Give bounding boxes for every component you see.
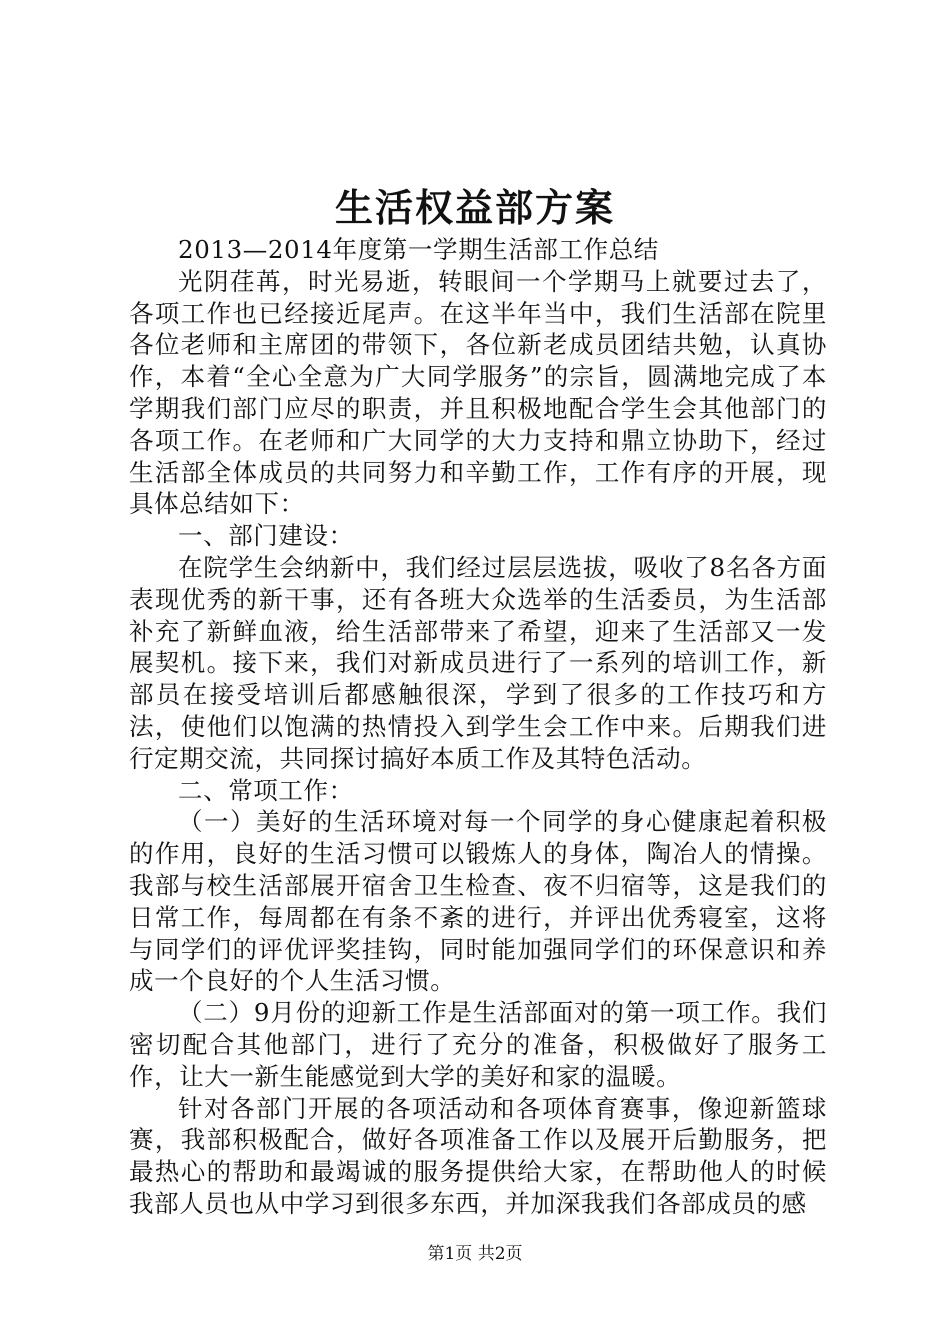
document-body	[129, 234, 827, 1220]
activities-paragraph: 针对各部门开展的各项活动和各项体育赛事，像迎新篮球赛，我部积极配合，做好各项准备工作以及展开后勤服务，把最热心的帮助和最竭诚的服务提供给大家，在帮助他人的时候我部人员也从中学习到很多东西，并加深我我们各部成员的感	[129, 1093, 827, 1218]
page-footer: 第1页 共2页	[427, 1244, 523, 1264]
section-heading-routine: 二、常项工作：	[178, 775, 354, 805]
document-title: 生活权益部方案	[334, 185, 615, 230]
intro-paragraph: 光阴荏苒，时光易逝，转眼间一个学期马上就要过去了，各项工作也已经接近尾声。在这半年当中，我们生活部在院里各位老师和主席团的带领下，各位新老成员团结共勉，认真协作，本着“全心全意为广大同学服务”的宗旨，圆满地完成了本学期我们部门应尽的职责，并且积极地配合学生会其他部门的各项工作。在老师和广大同学的大力支持和鼎立协助下，经过生活部全体成员的共同努力和辛勤工作，工作有序的开展，现具体总结如下：	[129, 266, 827, 519]
routine-paragraph-1: （一）美好的生活环境对每一个同学的身心健康起着积极的作用，良好的生活习惯可以锻炼人的身体，陶冶人的情操。我部与校生活部展开宿舍卫生检查、夜不归宿等，这是我们的日常工作，每周都在有条不紊的进行，并评出优秀寝室，这将与同学们的评优评奖挂钩，同时能加强同学们的环保意识和养成一个良好的个人生活习惯。	[129, 807, 827, 996]
subtitle-paragraph: 2013—2014年度第一学期生活部工作总结	[178, 235, 659, 264]
section-heading-department: 一、部门建设：	[178, 521, 354, 551]
department-paragraph: 在院学生会纳新中，我们经过层层选拔，吸收了8名各方面表现优秀的新干事，还有各班大众选举的生活委员，为生活部补充了新鲜血液，给生活部带来了希望，迎来了生活部又一发展契机。接下来，我们对新成员进行了一系列的培训工作，新部员在接受培训后都感触很深，学到了很多的工作技巧和方法，使他们以饱满的热情投入到学生会工作中来。后期我们进行定期交流，共同探讨搞好本质工作及其特色活动。	[129, 552, 827, 773]
routine-paragraph-2: （二）9月份的迎新工作是生活部面对的第一项工作。我们密切配合其他部门，进行了充分的准备，积极做好了服务工作，让大一新生能感觉到大学的美好和家的温暖。	[129, 998, 827, 1091]
